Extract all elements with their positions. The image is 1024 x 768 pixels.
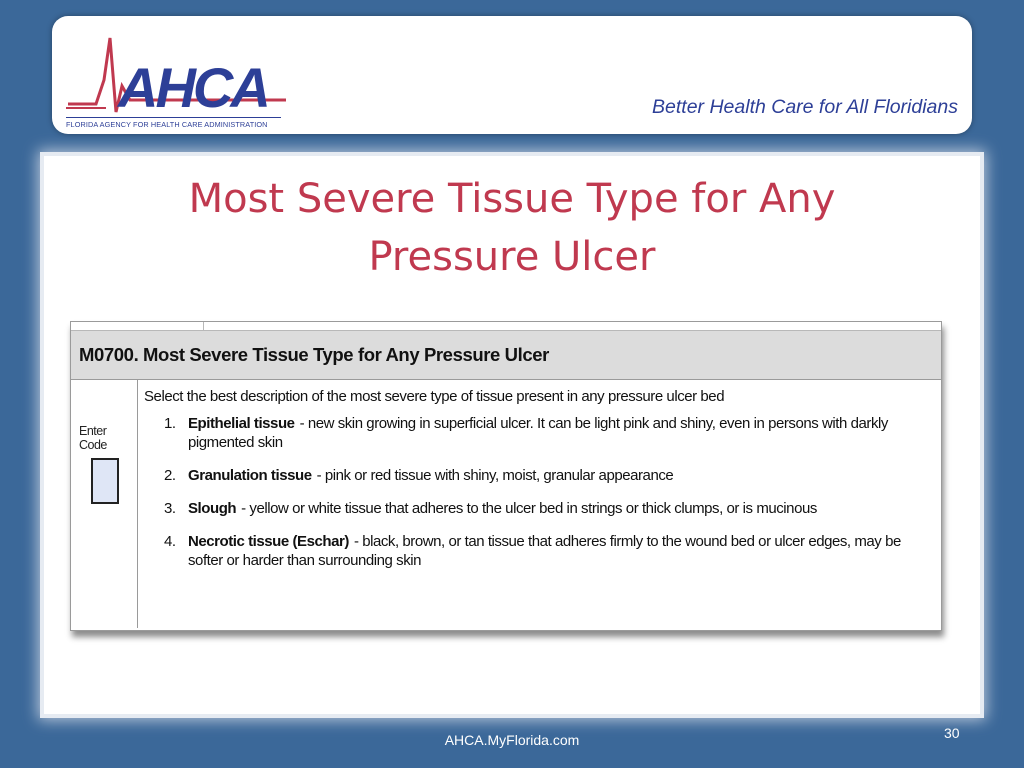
list-item [144, 466, 937, 485]
enter-code-input[interactable] [91, 458, 119, 504]
slide-content [44, 156, 980, 714]
logo-subtitle: FLORIDA AGENCY FOR HEALTH CARE ADMINISTRATION [66, 117, 281, 129]
slide-title [44, 170, 980, 286]
header-banner [52, 16, 972, 134]
list-item [144, 414, 937, 452]
form-heading: M0700. Most Severe Tissue Type for Any Pressure Ulcer [71, 331, 941, 380]
option-term: Epithelial tissue [188, 415, 295, 432]
logo-wordmark: AHCA [118, 56, 268, 119]
option-number: 3. [164, 500, 176, 517]
mds-form-m0700 [70, 321, 942, 631]
form-prompt: Select the best description of the most severe type of tissue present in any pressure ulcer bed [144, 388, 725, 405]
enter-code-label: Enter Code [79, 424, 107, 452]
slide-title-line-2: Pressure Ulcer [368, 234, 656, 280]
form-options-area [144, 388, 937, 584]
option-description: - black, brown, or tan tissue that adheres firmly to the wound bed or ulcer edges, may be softer or harder than surrounding skin [188, 533, 901, 569]
option-number: 1. [164, 415, 176, 432]
option-term: Necrotic tissue (Eschar) [188, 533, 349, 550]
option-term: Slough [188, 500, 237, 517]
tissue-options-list [144, 414, 937, 570]
option-description: - pink or red tissue with shiny, moist, granular appearance [316, 467, 674, 484]
page-number: 30 [944, 725, 960, 741]
option-number: 4. [164, 533, 176, 550]
option-number: 2. [164, 467, 176, 484]
list-item [144, 499, 937, 518]
ahca-logo [66, 24, 286, 134]
option-description: - new skin growing in superficial ulcer. It can be light pink and shiny, even in persons with darkly pigmented skin [188, 415, 888, 451]
form-body [71, 380, 941, 630]
slide-title-line-1: Most Severe Tissue Type for Any [188, 176, 836, 222]
form-top-strip [71, 322, 941, 331]
option-term: Granulation tissue [188, 467, 312, 484]
option-description: - yellow or white tissue that adheres to the ulcer bed in strings or thick clumps, or is mucinous [241, 500, 817, 517]
enter-code-column [71, 380, 138, 628]
list-item [144, 532, 937, 570]
footer-url[interactable]: AHCA.MyFlorida.com [444, 732, 580, 748]
tagline: Better Health Care for All Floridians [652, 96, 958, 118]
